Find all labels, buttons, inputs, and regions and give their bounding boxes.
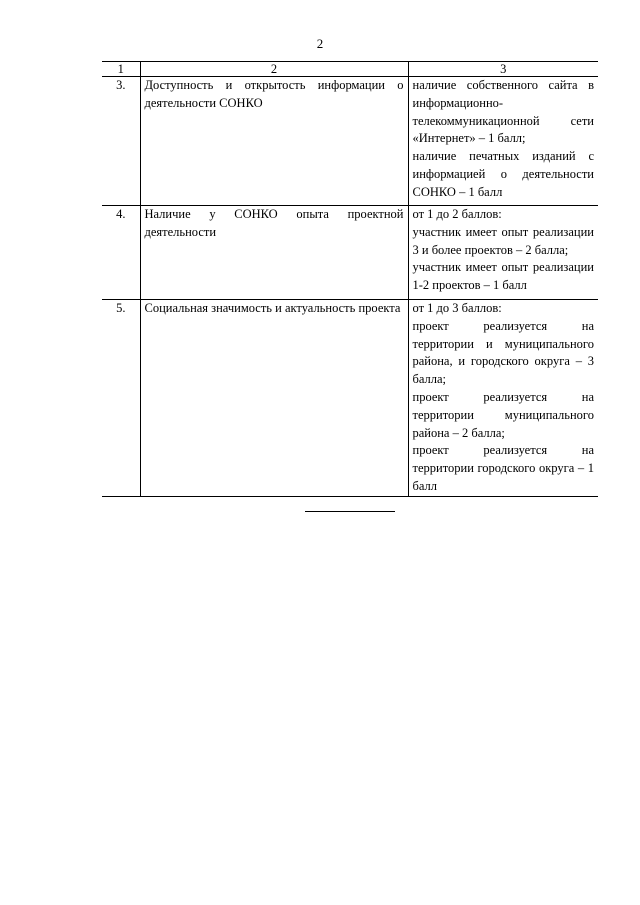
row-number: 4. (102, 206, 140, 300)
criterion-text: Доступность и открытость информации о деятельности СОНКО (140, 77, 408, 206)
table-row (102, 206, 598, 300)
row-number: 5. (102, 300, 140, 497)
column-header: 3 (408, 62, 598, 77)
scoring-cell (408, 300, 598, 497)
evaluation-criteria-table (102, 61, 598, 497)
scoring-cell (408, 206, 598, 300)
criterion-text: Социальная значимость и актуальность проекта (140, 300, 408, 497)
scoring-line: проект реализуется на территории муниципального района – 2 балла; (412, 389, 594, 440)
criterion-text: Наличие у СОНКО опыта проектной деятельности (140, 206, 408, 300)
page-number: 2 (316, 36, 324, 51)
column-header: 1 (102, 62, 140, 77)
scoring-line: наличие собственного сайта в информационно-телекоммуникационной сети «Интернет» – 1 балл; (412, 78, 594, 146)
scoring-line: участник имеет опыт реализации 1-2 проектов – 1 балл (412, 260, 594, 293)
scoring-line: проект реализуется на территории и муниципального района, и городского округа – 3 балла; (412, 318, 594, 387)
table-row (102, 77, 598, 206)
scoring-line: наличие печатных изданий с информацией о деятельности СОНКО – 1 балл (412, 149, 594, 199)
row-number: 3. (102, 77, 140, 206)
table-header-row (102, 62, 598, 77)
scoring-line: от 1 до 3 баллов: (412, 301, 502, 315)
table-row (102, 300, 598, 497)
scoring-cell (408, 77, 598, 206)
scoring-line: проект реализуется на территории городского округа – 1 балл (412, 443, 594, 493)
scoring-line: от 1 до 2 баллов: (412, 207, 502, 221)
column-header: 2 (140, 62, 408, 77)
end-of-document-rule (305, 511, 395, 512)
scoring-line: участник имеет опыт реализации 3 и более проектов – 2 балла; (412, 224, 594, 257)
